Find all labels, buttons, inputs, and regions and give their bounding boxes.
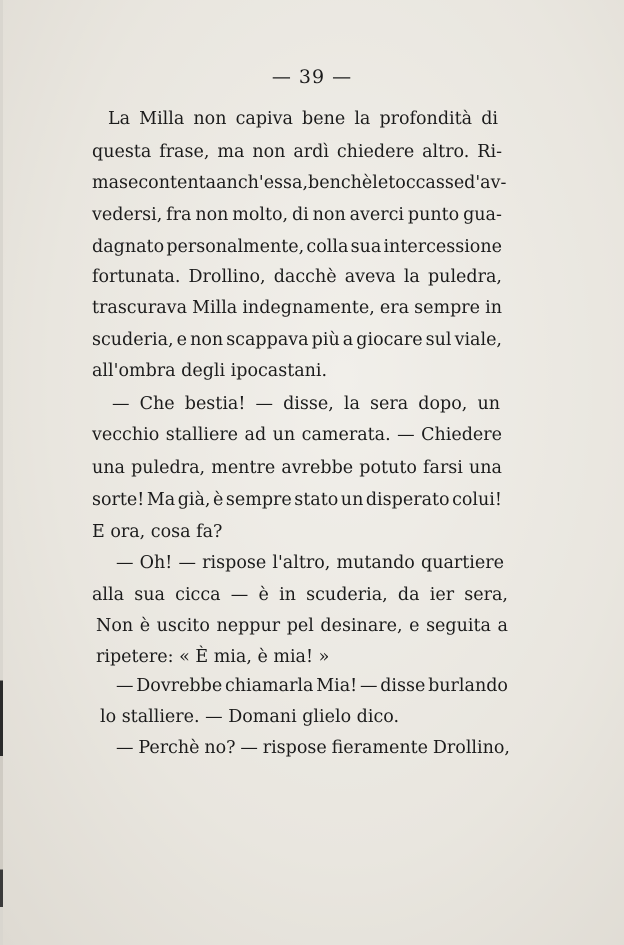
text-line: dagnato personalmente, colla sua intercessione [92,237,502,257]
text-line: sorte! Ma già, è sempre stato un disperato colui! [92,490,502,510]
text-line: fortunata. Drollino, dacchè aveva la puledra, [92,267,502,287]
text-line: vecchio stalliere ad un camerata. — Chiedere [92,425,502,445]
text-line: ripetere: « È mia, è mia! » [96,647,330,667]
text-line: all'ombra degli ipocastani. [92,361,328,381]
text-line: trascurava Milla indegnamente, era sempre in [92,298,502,318]
text-line: scuderia, e non scappava più a giocare sul viale, [92,330,502,350]
page-binding-edge [0,0,3,945]
text-line: — Perchè no? — rispose fieramente Drollino, [116,738,510,758]
text-line: una puledra, mentre avrebbe potuto farsi una [92,458,502,478]
text-line: La Milla non capiva bene la profondità di [108,109,498,129]
text-line: vedersi, fra non molto, di non averci punto gua- [92,205,502,225]
text-line: alla sua cicca — è in scuderia, da ier sera, [92,585,508,605]
text-line: mase contenta anch'essa, benchè le toccasse d'av- [92,173,507,193]
page-number: — 39 — [271,66,353,88]
text-line: — Oh! — rispose l'altro, mutando quartiere [116,553,504,573]
text-line: Non è uscito neppur pel desinare, e seguita a [96,616,508,636]
text-line: — Dovrebbe chiamarla Mia! — disse burlando [116,676,508,696]
text-line: E ora, cosa fa? [92,522,223,542]
text-line: questa frase, ma non ardì chiedere altro. Ri- [92,142,502,162]
text-line: lo stalliere. — Domani glielo dico. [100,707,400,727]
text-line: — Che bestia! — disse, la sera dopo, un [112,394,500,414]
